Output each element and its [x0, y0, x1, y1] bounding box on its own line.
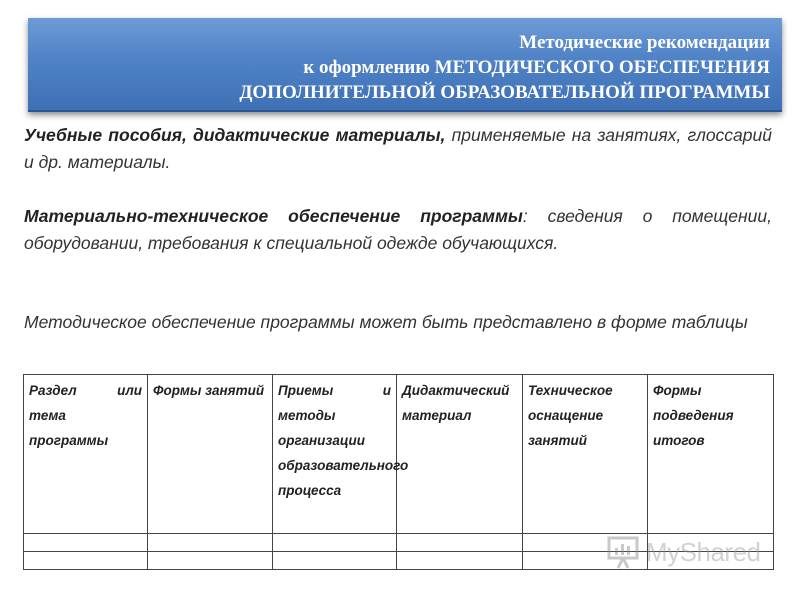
table-header-cell: Дидактический материал	[397, 375, 523, 534]
paragraph-table-intro: Методическое обеспечение программы может быть представлено в форме таблицы	[24, 312, 748, 332]
table-cell	[148, 552, 273, 570]
table-cell	[273, 534, 397, 552]
watermark-text: MyShared	[646, 536, 761, 567]
table-header-cell: Приемы и методы организации образовательного процесса	[273, 375, 397, 534]
table-header-cell: Раздел или тема программы	[24, 375, 148, 534]
table-header-row	[24, 375, 774, 534]
table-cell	[148, 534, 273, 552]
banner-line-1: Методические рекомендации	[519, 32, 770, 53]
paragraph-technical-support	[24, 203, 772, 257]
banner-line-3: ДОПОЛНИТЕЛЬНОЙ ОБРАЗОВАТЕЛЬНОЙ ПРОГРАММЫ	[239, 82, 770, 103]
paragraph-teaching-materials	[24, 122, 772, 176]
table-header-cell: Техническое оснащение занятий	[523, 375, 648, 534]
paragraph-1-rest: применяемые на занятиях, глоссарий и др. материалы.	[24, 125, 772, 172]
table-cell	[397, 552, 523, 570]
table-header-cell: Формы подведения итогов	[648, 375, 774, 534]
paragraph-2-bold: Материально-техническое обеспечение программы	[24, 206, 523, 226]
table-cell	[24, 552, 148, 570]
table-cell	[397, 534, 523, 552]
watermark	[606, 534, 761, 570]
paragraph-1-bold: Учебные пособия, дидактические материалы,	[24, 125, 446, 145]
table-cell	[273, 552, 397, 570]
paragraph-2-rest: : сведения о помещении, оборудовании, требования к специальной одежде обучающихся.	[24, 206, 772, 253]
table-header-cell: Формы занятий	[148, 375, 273, 534]
table-cell	[24, 534, 148, 552]
title-banner	[28, 18, 782, 112]
banner-line-2: к оформлению МЕТОДИЧЕСКОГО ОБЕСПЕЧЕНИЯ	[303, 57, 770, 78]
presentation-board-icon	[606, 534, 642, 570]
